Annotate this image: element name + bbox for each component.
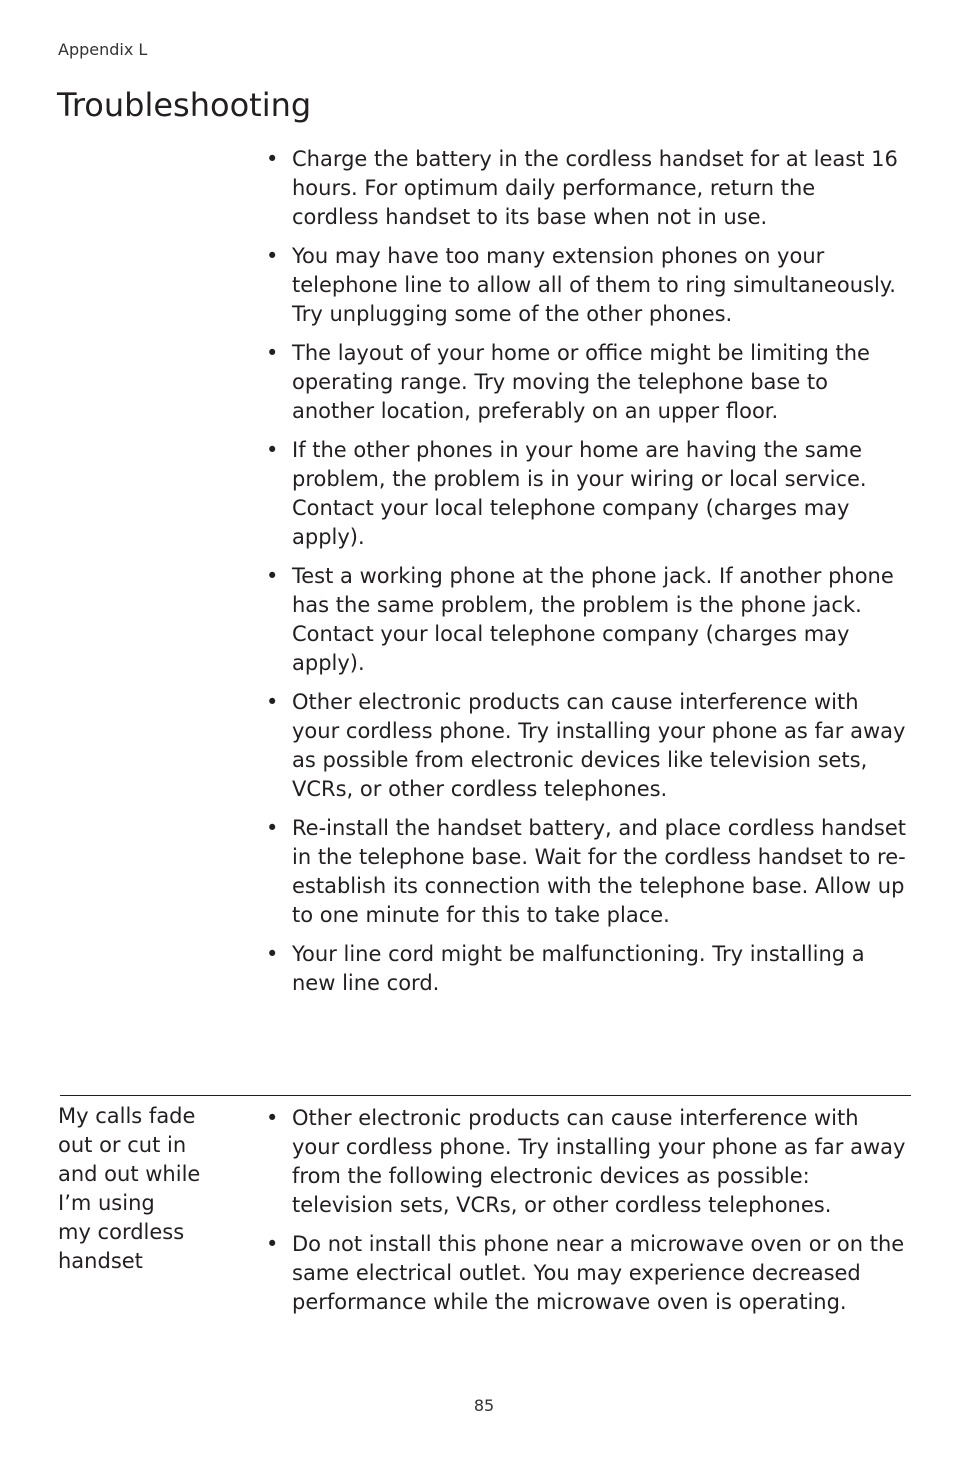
running-head: Appendix L bbox=[58, 40, 148, 59]
list-item: • If the other phones in your home are having the same problem, the problem is in your wiring or local service. Contact your local telephone company (charges may apply). bbox=[266, 436, 906, 552]
list-item: • Re-install the handset battery, and place cordless handset in the telephone base. Wait for the cordless handset to re-establish its connection with the telephone base. Allow up to one minute for this to take place. bbox=[266, 814, 906, 930]
page-number: 85 bbox=[473, 1396, 495, 1415]
page-title: Troubleshooting bbox=[57, 86, 312, 124]
problem-label: My calls fade out or cut in and out while I’m using my cordless handset bbox=[58, 1104, 201, 1273]
list-item: • Other electronic products can cause interference with your cordless phone. Try installing your phone as far away from the following electronic devices as possible: television sets, VCRs, or other cordless telephones. bbox=[266, 1104, 906, 1220]
list-item: • The layout of your home or office might be limiting the operating range. Try moving the telephone base to another location, preferably on an upper floor. bbox=[266, 339, 906, 426]
list-item: • You may have too many extension phones on your telephone line to allow all of them to ring simultaneously. Try unplugging some of the other phones. bbox=[266, 242, 906, 329]
solutions-list-1 bbox=[266, 145, 906, 1008]
list-item: • Your line cord might be malfunctioning. Try installing a new line cord. bbox=[266, 940, 906, 998]
list-item: • Charge the battery in the cordless handset for at least 16 hours. For optimum daily performance, return the cordless handset to its base when not in use. bbox=[266, 145, 906, 232]
list-item: • Test a working phone at the phone jack. If another phone has the same problem, the problem is the phone jack. Contact your local telephone company (charges may apply). bbox=[266, 562, 906, 678]
list-item: • Do not install this phone near a microwave oven or on the same electrical outlet. You may experience decreased performance while the microwave oven is operating. bbox=[266, 1230, 906, 1317]
solutions-list-2 bbox=[266, 1104, 906, 1327]
list-item: • Other electronic products can cause interference with your cordless phone. Try installing your phone as far away as possible from electronic devices like television sets, VCRs, or other cordless telephones. bbox=[266, 688, 906, 804]
section-divider bbox=[60, 1095, 911, 1096]
